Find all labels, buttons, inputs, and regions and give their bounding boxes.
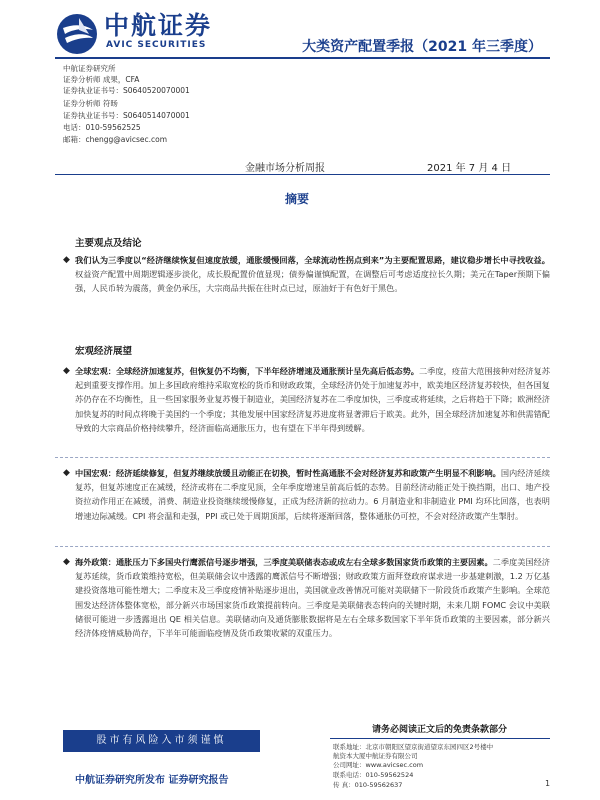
diamond-bullet-icon: ◆ (63, 366, 70, 376)
report-title: 大类资产配置季报（2021 年三季度） (302, 39, 542, 55)
contact-fax: 传 真：010-59562637 (333, 781, 403, 789)
subheader-divider (55, 174, 550, 175)
diamond-bullet-icon: ◆ (63, 557, 70, 567)
company-logo-english: AVIC SECURITIES (106, 40, 207, 50)
contact-phone: 联系电话：010-59562524 (333, 771, 414, 779)
page-number: 1 (545, 779, 551, 788)
section-divider (55, 546, 550, 547)
disclaimer-notice: 请务必阅读正文后的免责条款部分 (372, 725, 508, 735)
analyst-2-name: 证券分析师 符旸 (63, 99, 118, 108)
summary-title: 摘要 (285, 192, 310, 206)
diamond-bullet-icon: ◆ (63, 468, 70, 478)
macro-heading: 宏观经济展望 (75, 346, 133, 357)
china-macro-body: 国内经济延续复苏，但复苏速度正在减缓，经济或将在二季度见顶，全年季度增速呈前高后低的态势。目前经济动能正处于换挡期，出口、地产投资拉动作用正在减缓，消费、制造业投资继续缓慢修复，正成为经济新的拉动力。6 月制造业和非制造业 PMI 均环比回落，也表明增速边际减缓。CPI 将会温和走强，PPI 或已处于周期顶部，后续将逐渐回落，整体通胀仍可控，不会对经济政策产生掣肘。 (75, 468, 550, 521)
analyst-1-license: 证券执业证书号：S0640520070001 (63, 86, 190, 95)
china-macro-paragraph (63, 466, 550, 523)
analyst-email: 邮箱：chengg@avicsec.com (63, 135, 168, 144)
section-divider (55, 457, 550, 458)
report-series-name: 金融市场分析周报 (245, 163, 325, 174)
main-points-paragraph (63, 253, 550, 296)
china-macro-lead: 中国宏观：经济延续修复，但复苏继续放缓且动能正在切换，暂时性高通胀不会对经济复苏和政策产生明显不利影响。 (75, 468, 501, 478)
main-points-body: 权益资产配置中周期逻辑逐步淡化，成长股配置价值显现；债券偏谨慎配置，在调整后可考虑适度拉长久期；美元在Taper预期下偏强，人民币转为震荡，黄金仍承压，大宗商品共振在往时点已过，原油好于有色好于黑色。 (75, 269, 550, 294)
contact-address: 联系地址：北京市朝阳区望京街道望京东园四区2号楼中 (333, 743, 494, 751)
main-points-heading: 主要观点及结论 (75, 238, 142, 249)
overseas-policy-lead: 海外政策：通胀压力下多国央行鹰派信号逐步增强，三季度美联储表态或成左右全球多数国家货币政策的主要因素。 (75, 557, 493, 567)
overseas-policy-body: 二季度美国经济复苏延续，货币政策维持宽松，但美联储会议中透露的鹰派信号不断增强；财政政策方面拜登政府谋求进一步基建刺激，1.2 万亿基建投资落地可能性增大；二季度末及三季度疫情补贴逐步退出，美国就业改善情况可能对美联储下一阶段货币政策产生影响。全球范围发达经济体整体宽松，部分新兴市场国家货币政策提前转向。三季度是美联储表态转向的关键时期，未来几期 FOMC 会议中美联储很可能进一步透露退出 QE 相关信息。美联储动向及通货膨胀数据将是左右全球多数国家下半年货币政策的主要因素，部分新兴经济体疫情威胁尚存，下半年可能面临疫情及货币政策收紧的双重压力。 (75, 557, 550, 639)
avic-globe-logo-icon (55, 12, 99, 56)
report-date: 2021 年 7 月 4 日 (427, 163, 512, 174)
contact-website: 公司网址：www.avicsec.com (333, 761, 424, 769)
risk-warning-banner: 股市有风险入市须谨慎 (63, 730, 260, 752)
global-macro-body: 二季度，疫苗大范围接种对经济复苏起到重要支撑作用。加上多国政府维持采取宽松的货币和财政政策，全球经济仍处于加速复苏中，欧美地区经济复苏较快，但各国复苏仍存在不均衡性，且一些国家服务业复苏慢于制造业，美国经济复苏在二季度加快，三季度或将延续，之后将趋于下降；欧洲经济加快复苏的时间点将晚于美国约一个季度；其他发展中国家经济复苏进度将显著滞后于欧美。此外，国全球经济加速复苏和供需错配导致的大宗商品价格持续攀升，经济面临高通胀压力，也有望在下半年得到缓解。 (75, 366, 550, 433)
main-points-lead: 我们认为三季度以“经济继续恢复但速度放缓，通胀缓慢回落，全球流动性拐点到来”为主要配置思路，建议稳步增长中寻找收益。 (75, 255, 550, 265)
diamond-bullet-icon: ◆ (63, 255, 70, 265)
disclaimer-divider (330, 738, 550, 739)
analyst-2-license: 证券执业证书号：S0640514070001 (63, 111, 190, 120)
overseas-policy-paragraph (63, 555, 550, 640)
contact-address-line2: 航资本大厦中航证券有限公司 (333, 752, 418, 760)
footer-publisher: 中航证券研究所发布 证券研究报告 (75, 775, 229, 786)
company-logo-text: 中航证券 (104, 11, 213, 40)
global-macro-lead: 全球宏观：全球经济加速复苏，但恢复仍不均衡，下半年经济增速及通胀预计呈先高后低态势。 (75, 366, 419, 376)
analyst-phone: 电话：010-59562525 (63, 123, 141, 132)
header-divider (55, 57, 550, 59)
analyst-1-name: 证券分析师 成果，CFA (63, 75, 140, 84)
global-macro-paragraph (63, 364, 550, 435)
research-institute: 中航证券研究所 (63, 64, 116, 73)
